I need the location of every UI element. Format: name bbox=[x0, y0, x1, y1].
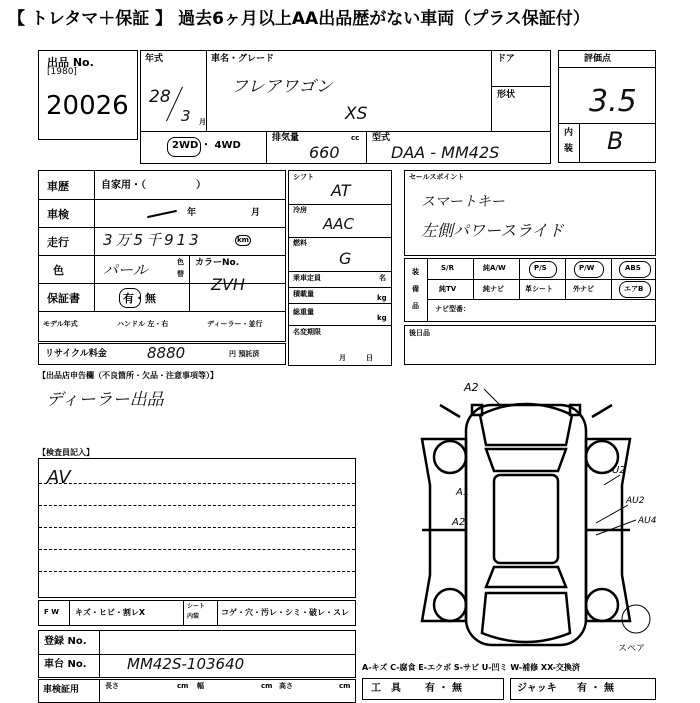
dealer-label: ディーラー・並行 bbox=[207, 320, 263, 328]
equip-pure-tv: 純TV bbox=[439, 285, 457, 293]
expiry-label: 名変期限 bbox=[293, 328, 321, 336]
month-value: 3 bbox=[181, 107, 191, 125]
color-value: パール bbox=[103, 261, 148, 279]
car-rear-window bbox=[486, 567, 566, 587]
inspection-dash bbox=[147, 210, 177, 218]
diagram-a2-top: A2 bbox=[464, 381, 479, 394]
recycle-value: 8880 bbox=[147, 344, 186, 362]
equip-pw: P/W bbox=[579, 264, 595, 272]
inspection-year-unit: 年 bbox=[187, 208, 197, 218]
ac-value: AAC bbox=[323, 215, 354, 233]
model-label: 車名・グレード bbox=[211, 54, 275, 64]
tools-box bbox=[362, 678, 504, 700]
size-height-cm: cm bbox=[339, 682, 351, 690]
color-change-2: 替 bbox=[177, 270, 184, 278]
equip-pure-aw: 純A/W bbox=[483, 264, 506, 272]
size-label: 車検証用 bbox=[43, 685, 80, 695]
size-row bbox=[38, 679, 356, 703]
model-value: フレアワゴン bbox=[231, 77, 333, 97]
equipment-box bbox=[404, 258, 656, 322]
shape-label: 形状 bbox=[497, 90, 516, 100]
size-height: 高さ bbox=[279, 682, 293, 690]
warranty-value: 有・無 bbox=[123, 292, 156, 305]
car-windshield bbox=[486, 449, 566, 471]
history-label: 車歴 bbox=[47, 180, 69, 193]
navi-model-label: ナビ型番： bbox=[435, 305, 470, 313]
after-items-box bbox=[404, 325, 656, 365]
drive-2wd: 2WD bbox=[172, 140, 199, 151]
recycle-box bbox=[38, 343, 286, 365]
car-roof bbox=[494, 475, 558, 563]
chassis-label: 車台 No. bbox=[44, 659, 87, 670]
car-diagram bbox=[400, 375, 670, 675]
equip-ps: P/S bbox=[534, 264, 547, 272]
equip-abs: ABS bbox=[625, 264, 641, 272]
inspection-label: 車検 bbox=[47, 208, 69, 221]
inspector-box bbox=[38, 458, 356, 598]
notes-label: 【出品店申告欄（不良箇所・欠品・注意事項等）】 bbox=[38, 371, 218, 380]
seat-label-1: シート bbox=[187, 603, 206, 610]
vehicle-top-box bbox=[140, 50, 551, 164]
fuel-value: G bbox=[339, 249, 352, 268]
vehicle-detail-box bbox=[38, 170, 286, 342]
seat-label-2: 内装 bbox=[187, 613, 200, 620]
color-label: 色 bbox=[53, 264, 64, 277]
grade-value: XS bbox=[345, 104, 368, 124]
warranty-label: 保証書 bbox=[47, 292, 80, 305]
weight-label: 総重量 bbox=[293, 308, 314, 316]
load-unit: kg bbox=[377, 294, 387, 302]
displacement-label: 排気量 bbox=[272, 133, 300, 143]
shift-label: シフト bbox=[293, 173, 314, 181]
recycle-unit: 円 預託済 bbox=[229, 350, 260, 358]
colorno-value: ZVH bbox=[211, 275, 245, 294]
score-label: 評価点 bbox=[584, 54, 612, 64]
score-box bbox=[558, 50, 656, 163]
load-label: 積載量 bbox=[293, 290, 314, 298]
ac-label: 冷房 bbox=[293, 206, 307, 214]
expiry-unit: 月日 bbox=[339, 354, 393, 362]
capacity-unit: 名 bbox=[379, 274, 386, 282]
diagram-a2-left: A2 bbox=[452, 517, 466, 528]
equip-ext-navi: 外ナビ bbox=[573, 285, 594, 293]
handle-label: ハンドル 左・右 bbox=[117, 320, 169, 328]
door-label: ドア bbox=[497, 54, 515, 64]
interior-label-1: 内 bbox=[564, 128, 574, 138]
sales-line-2: 左側パワースライド bbox=[421, 221, 564, 240]
equipment-label-2: 備 bbox=[412, 285, 419, 293]
size-length: 長さ bbox=[105, 682, 119, 690]
after-label: 後日品 bbox=[409, 329, 430, 337]
type-value: DAA - MM42S bbox=[391, 143, 500, 162]
displacement-value: 660 bbox=[309, 143, 340, 162]
inspector-label: 【検査員記入】 bbox=[38, 448, 94, 457]
lot-bracket: [1980] bbox=[47, 67, 77, 77]
spare-label: スペア bbox=[618, 644, 646, 654]
fw-label: F W bbox=[44, 608, 59, 616]
sales-point-box bbox=[404, 170, 656, 256]
mileage-unit: km bbox=[237, 236, 249, 244]
lot-number-box bbox=[38, 50, 138, 140]
spec-box bbox=[288, 170, 392, 366]
registration-box bbox=[38, 630, 356, 678]
equipment-label-1: 装 bbox=[412, 268, 419, 276]
interior-label-2: 装 bbox=[564, 144, 574, 154]
equip-sr: S/R bbox=[441, 264, 454, 272]
fw-row bbox=[38, 600, 356, 626]
equip-airbag: エアB bbox=[624, 285, 644, 293]
inspector-value: AV bbox=[47, 467, 71, 488]
fw-items: キズ・ヒビ・割レX bbox=[75, 608, 146, 617]
car-trunk bbox=[482, 593, 570, 642]
jack-box bbox=[510, 678, 656, 700]
month-unit: 月 bbox=[199, 118, 206, 126]
lot-label: 出品 No. bbox=[47, 56, 94, 69]
mileage-label: 走行 bbox=[47, 236, 69, 249]
equip-leather: 革シート bbox=[525, 285, 553, 293]
type-label: 型式 bbox=[372, 133, 391, 143]
spare-tire bbox=[622, 605, 650, 633]
cc-unit: cc bbox=[351, 134, 360, 142]
equip-pure-navi: 純ナビ bbox=[483, 285, 504, 293]
registration-label: 登録 No. bbox=[44, 636, 87, 647]
diagram-a1: A1 bbox=[456, 487, 470, 498]
jack-label: ジャッキ bbox=[517, 683, 557, 694]
inspection-month-unit: 月 bbox=[251, 208, 261, 218]
damage-legend: A-キズ C-腐食 E-エクボ S-サビ U-凹ミ W-補修 XX-交換済 bbox=[362, 663, 580, 672]
seat-items: コゲ・穴・汚レ・シミ・破レ・スレ bbox=[221, 608, 349, 617]
size-width-cm: cm bbox=[261, 682, 273, 690]
year-value: 28 bbox=[149, 87, 171, 107]
size-width: 幅 bbox=[197, 682, 204, 690]
colorno-label: カラーNo. bbox=[195, 258, 240, 268]
chassis-value: MM42S-103640 bbox=[127, 655, 245, 673]
wheel-fl bbox=[434, 441, 466, 473]
score-value: 3.5 bbox=[589, 84, 637, 119]
diagram-u2: U2 bbox=[612, 465, 626, 476]
header-bar bbox=[4, 5, 696, 35]
page-title: 【 トレタマ＋保証 】 過去6ヶ月以上AA出品歴がない車両（プラス保証付） bbox=[8, 9, 590, 29]
year-label: 年式 bbox=[145, 54, 164, 64]
sales-line-1: スマートキー bbox=[421, 194, 505, 210]
shift-value: AT bbox=[331, 181, 351, 200]
equipment-label-3: 品 bbox=[412, 302, 419, 310]
wheel-rr bbox=[586, 589, 618, 621]
weight-unit: kg bbox=[377, 314, 387, 322]
tools-value: 有 ・ 無 bbox=[425, 683, 462, 694]
diagram-au4: AU4 bbox=[638, 516, 657, 526]
model-year-label: モデル年式 bbox=[43, 320, 78, 328]
tools-label: 工 具 bbox=[371, 683, 401, 694]
history-value: 自家用・（ ） bbox=[101, 180, 206, 191]
color-change-1: 色 bbox=[177, 258, 184, 266]
fuel-label: 燃料 bbox=[293, 239, 307, 247]
jack-value: 有 ・ 無 bbox=[577, 683, 614, 694]
lot-number: 20026 bbox=[46, 91, 129, 121]
diagram-au2: AU2 bbox=[626, 496, 645, 506]
notes-value: ディーラー出品 bbox=[46, 390, 164, 410]
recycle-label: リサイクル料金 bbox=[45, 349, 107, 359]
sales-label: セールスポイント bbox=[409, 173, 465, 181]
wheel-rl bbox=[434, 589, 466, 621]
capacity-label: 乗車定員 bbox=[293, 274, 321, 282]
mileage-value: 3万5千913 bbox=[103, 231, 202, 249]
car-hood bbox=[480, 404, 572, 445]
size-length-cm: cm bbox=[177, 682, 189, 690]
interior-value: B bbox=[607, 127, 624, 155]
drive-4wd: ・ 4WD bbox=[201, 140, 241, 151]
